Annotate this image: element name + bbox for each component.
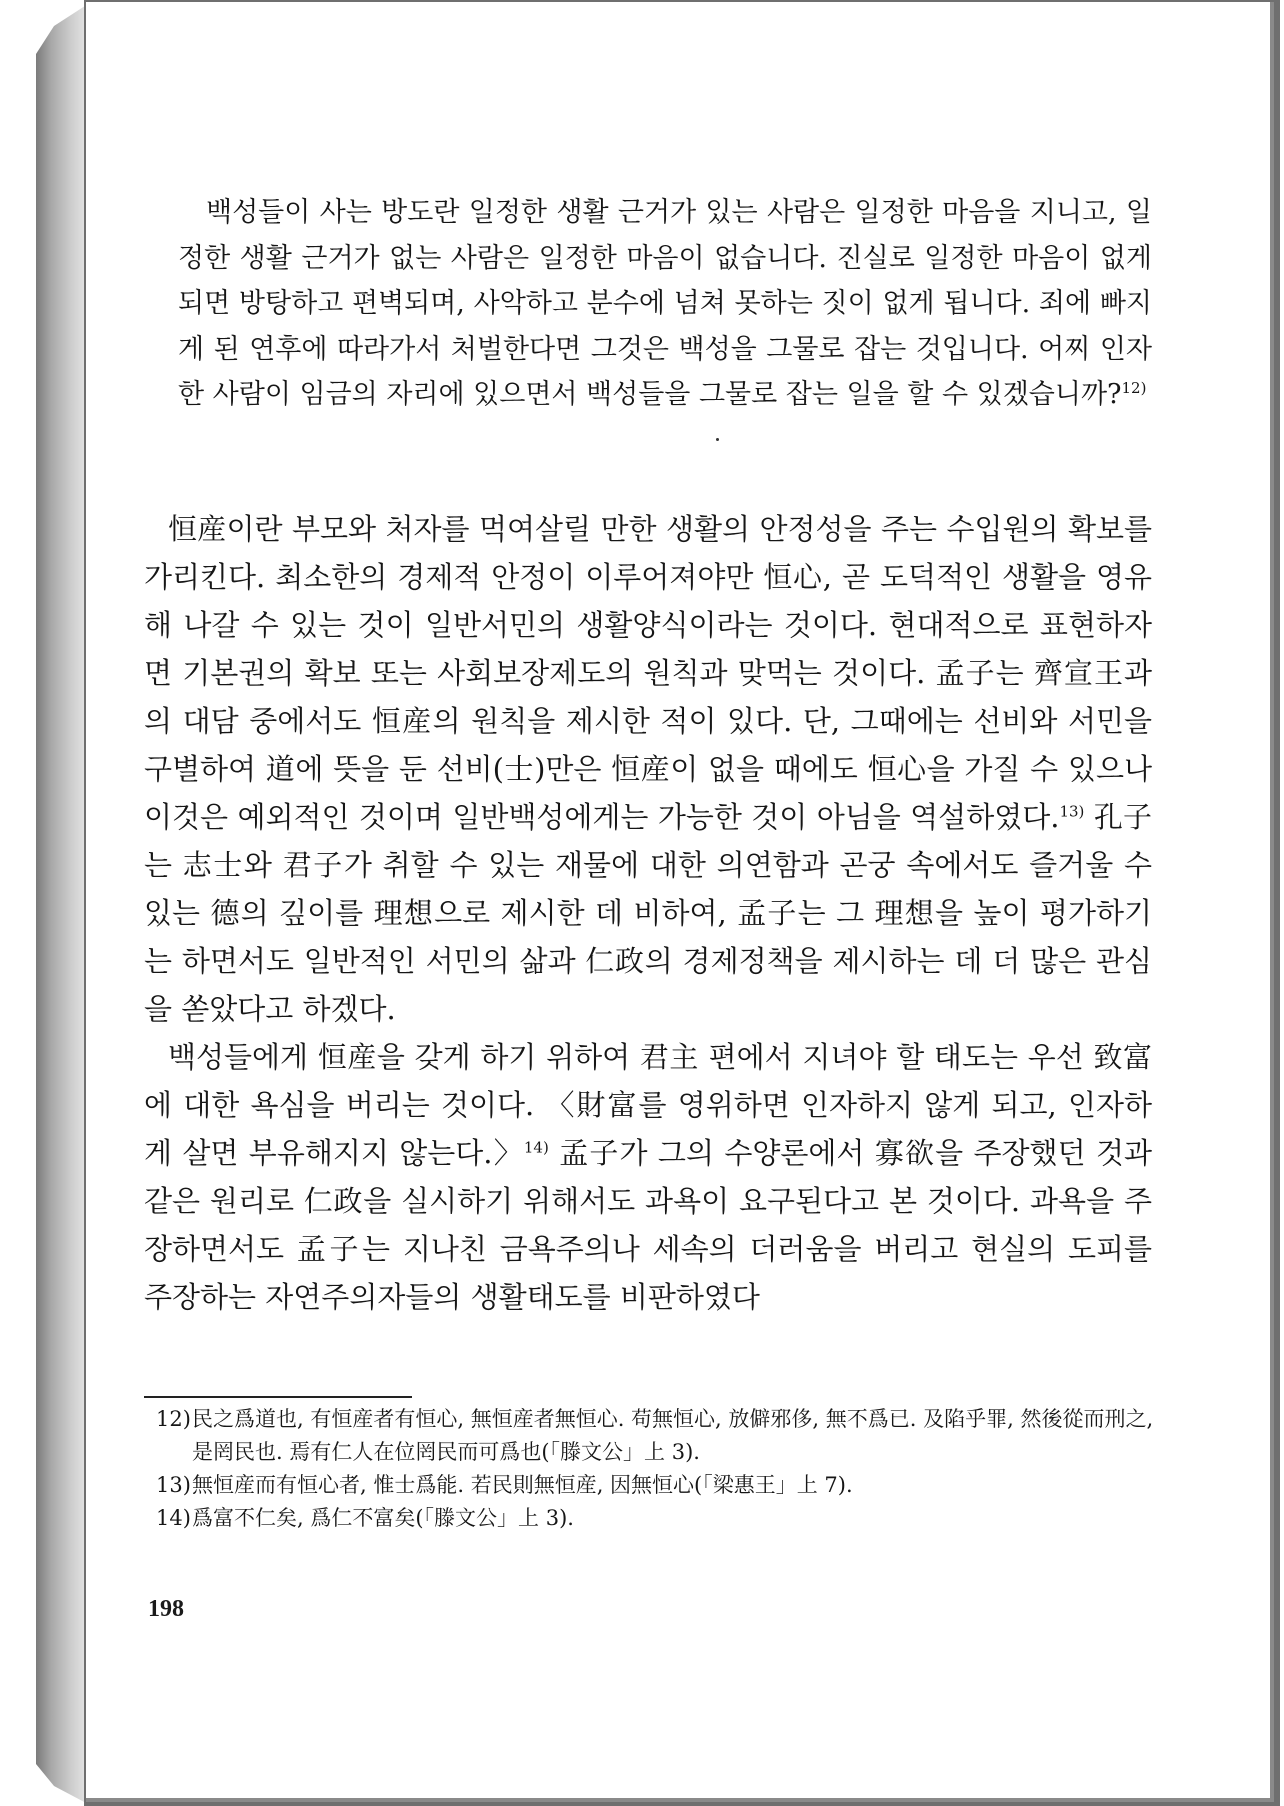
footnote-13: [144, 1469, 1154, 1502]
paragraph-1: [144, 505, 1152, 1033]
paragraph-1-text-b: 孔子는 志士와 君子가 취할 수 있는 재물에 대한 의연함과 곤궁 속에서도 즐거울 수 있는 德의 깊이를 理想으로 제시한 데 비하여, 孟子는 그 理想을 높이 평가하기는 하면서도 일반적인 서민의 삶과 仁政의 경제정책을 제시하는 데 더 많은 관심을 쏟았다고 하겠다.: [144, 800, 1153, 1026]
main-text: [144, 505, 1152, 1321]
paragraph-2-text-b: 孟子가 그의 수양론에서 寡欲을 주장했던 것과 같은 원리로 仁政을 실시하기 위해서도 과욕이 요구된다고 본 것이다. 과욕을 주장하면서도 孟子는 지나친 금욕주의나 세속의 더러움을 버리고 현실의 도피를 주장하는 자연주의자들의 생활태도를 비판하였다: [144, 1136, 1152, 1314]
footnote-number: 14): [156, 1506, 191, 1530]
paragraph-2: [144, 1033, 1152, 1321]
footnote-text: 無恒産而有恒心者, 惟士爲能. 若民則無恒産, 因無恒心(「梁惠王」上 7).: [192, 1473, 853, 1497]
footnote-text: 民之爲道也, 有恒産者有恒心, 無恒産者無恒心. 苟無恒心, 放僻邪侈, 無不爲已. 及陷乎罪, 然後從而刑之, 是罔民也. 焉有仁人在位罔民而可爲也(「滕文公」上 3).: [192, 1407, 1154, 1464]
footnote-number: 13): [156, 1473, 191, 1497]
quote-paragraph: [178, 190, 1152, 418]
book-spine-edge: [36, 4, 88, 1804]
footnotes: [144, 1403, 1154, 1535]
block-quote: [178, 190, 1152, 418]
footnote-divider: [144, 1396, 412, 1398]
footnote-text: 爲富不仁矣, 爲仁不富矣(「滕文公」上 3).: [192, 1506, 574, 1530]
paragraph-1-text-a: 恒産이란 부모와 처자를 먹여살릴 만한 생활의 안정성을 주는 수입원의 확보를 가리킨다. 최소한의 경제적 안정이 이루어져야만 恒心, 곧 도덕적인 생활을 영유해 나갈 수 있는 것이 일반서민의 생활양식이라는 것이다. 현대적으로 표현하자면 기본권의 확보 또는 사회보장제도의 원칙과 맞먹는 것이다. 孟子는 齊宣王과의 대담 중에서도 恒産의 원칙을 제시한 적이 있다. 단, 그때에는 선비와 서민을 구별하여 道에 뜻을 둔 선비(士)만은 恒産이 없을 때에도 恒心을 가질 수 있으나 이것은 예외적인 것이며 일반백성에게는 가능한 것이 아님을 역설하였다.: [144, 512, 1152, 834]
page-number: 198: [148, 1596, 184, 1622]
footnote-14: [144, 1502, 1154, 1535]
footnote-ref-14: 14): [523, 1138, 549, 1157]
paragraph-2-text-a: 백성들에게 恒産을 갖게 하기 위하여 君主 편에서 지녀야 할 태도는 우선 致富에 대한 욕심을 버리는 것이다. 〈財富를 영위하면 인자하지 않게 되고, 인자하게 살면 부유해지지 않는다.〉: [144, 1040, 1152, 1170]
footnote-ref-13: 13): [1059, 802, 1085, 821]
footnote-ref-12: 12): [1121, 379, 1147, 397]
scan-speck: [716, 438, 719, 441]
quote-text: 백성들이 사는 방도란 일정한 생활 근거가 있는 사람은 일정한 마음을 지니고, 일정한 생활 근거가 없는 사람은 일정한 마음이 없습니다. 진실로 일정한 마음이 없게 되면 방탕하고 편벽되며, 사악하고 분수에 넘쳐 못하는 짓이 없게 됩니다. 죄에 빠지게 된 연후에 따라가서 처벌한다면 그것은 백성을 그물로 잡는 것입니다. 어찌 인자한 사람이 임금의 자리에 있으면서 백성들을 그물로 잡는 일을 할 수 있겠습니까?: [178, 197, 1152, 410]
footnote-number: 12): [156, 1407, 191, 1431]
footnote-12: [144, 1403, 1154, 1469]
